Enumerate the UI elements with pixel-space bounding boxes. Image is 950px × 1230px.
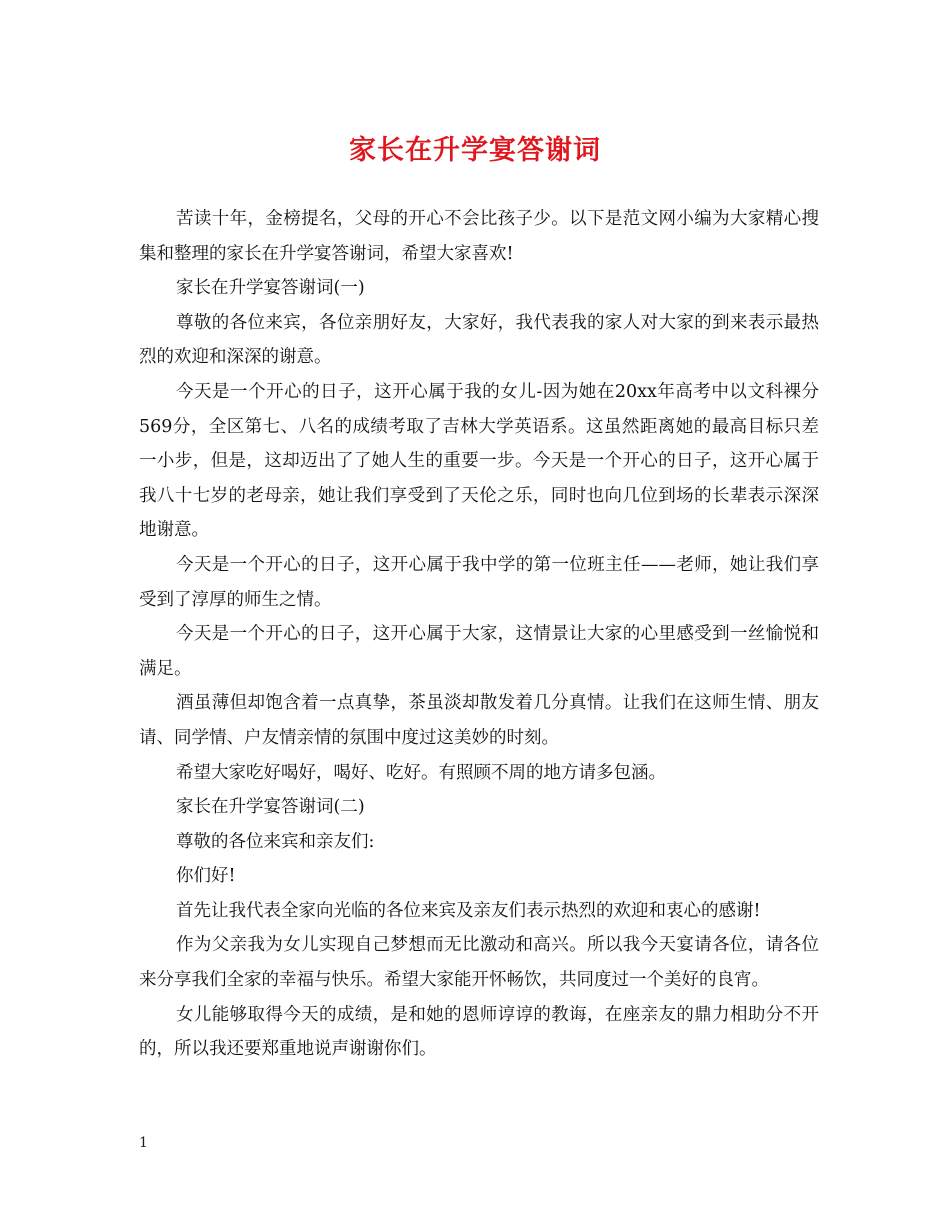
paragraph: 今天是一个开心的日子，这开心属于我的女儿-因为她在20xx年高考中以文科裸分569分，全区第七、八名的成绩考取了吉林大学英语系。这虽然距离她的最高目标只差一小步，但是，这却迈出了了她人生的重要一步。今天是一个开心的日子，这开心属于我八十七岁的老母亲，她让我们享受到了天伦之乐，同时也向几位到场的长辈表示深深地谢意。 bbox=[139, 381, 819, 541]
section-heading-1: 家长在升学宴答谢词(一) bbox=[176, 278, 365, 299]
paragraph: 尊敬的各位来宾，各位亲朋好友，大家好，我代表我的家人对大家的到来表示最热烈的欢迎和深深的谢意。 bbox=[139, 312, 819, 368]
paragraph: 希望大家吃好喝好，喝好、吃好。有照顾不周的地方请多包涵。 bbox=[176, 762, 666, 783]
section-heading-2: 家长在升学宴答谢词(二) bbox=[176, 797, 365, 818]
paragraph: 女儿能够取得今天的成绩，是和她的恩师谆谆的教诲，在座亲友的鼎力相助分不开的，所以我还要郑重地说声谢谢你们。 bbox=[139, 1004, 819, 1060]
paragraph-intro: 苦读十年，金榜提名，父母的开心不会比孩子少。以下是范文网小编为大家精心搜集和整理的家长在升学宴答谢词，希望大家喜欢! bbox=[139, 209, 819, 264]
document-body bbox=[139, 202, 819, 1067]
paragraph: 今天是一个开心的日子，这开心属于我中学的第一位班主任——老师，她让我们享受到了淳厚的师生之情。 bbox=[139, 554, 819, 610]
page-number: 1 bbox=[139, 1135, 148, 1151]
greeting-line: 尊敬的各位来宾和亲友们: bbox=[176, 831, 375, 852]
paragraph: 首先让我代表全家向光临的各位来宾及亲友们表示热烈的欢迎和衷心的感谢! bbox=[176, 900, 761, 921]
paragraph: 作为父亲我为女儿实现自己梦想而无比激动和高兴。所以我今天宴请各位，请各位来分享我们全家的幸福与快乐。希望大家能开怀畅饮，共同度过一个美好的良宵。 bbox=[139, 935, 819, 991]
document-title: 家长在升学宴答谢词 bbox=[349, 135, 601, 166]
greeting-line: 你们好! bbox=[176, 866, 236, 887]
paragraph: 今天是一个开心的日子，这开心属于大家，这情景让大家的心里感受到一丝愉悦和满足。 bbox=[139, 624, 819, 679]
paragraph: 酒虽薄但却饱含着一点真挚，茶虽淡却散发着几分真情。让我们在这师生情、朋友请、同学情、户友情亲情的氛围中度过这美妙的时刻。 bbox=[139, 693, 819, 748]
